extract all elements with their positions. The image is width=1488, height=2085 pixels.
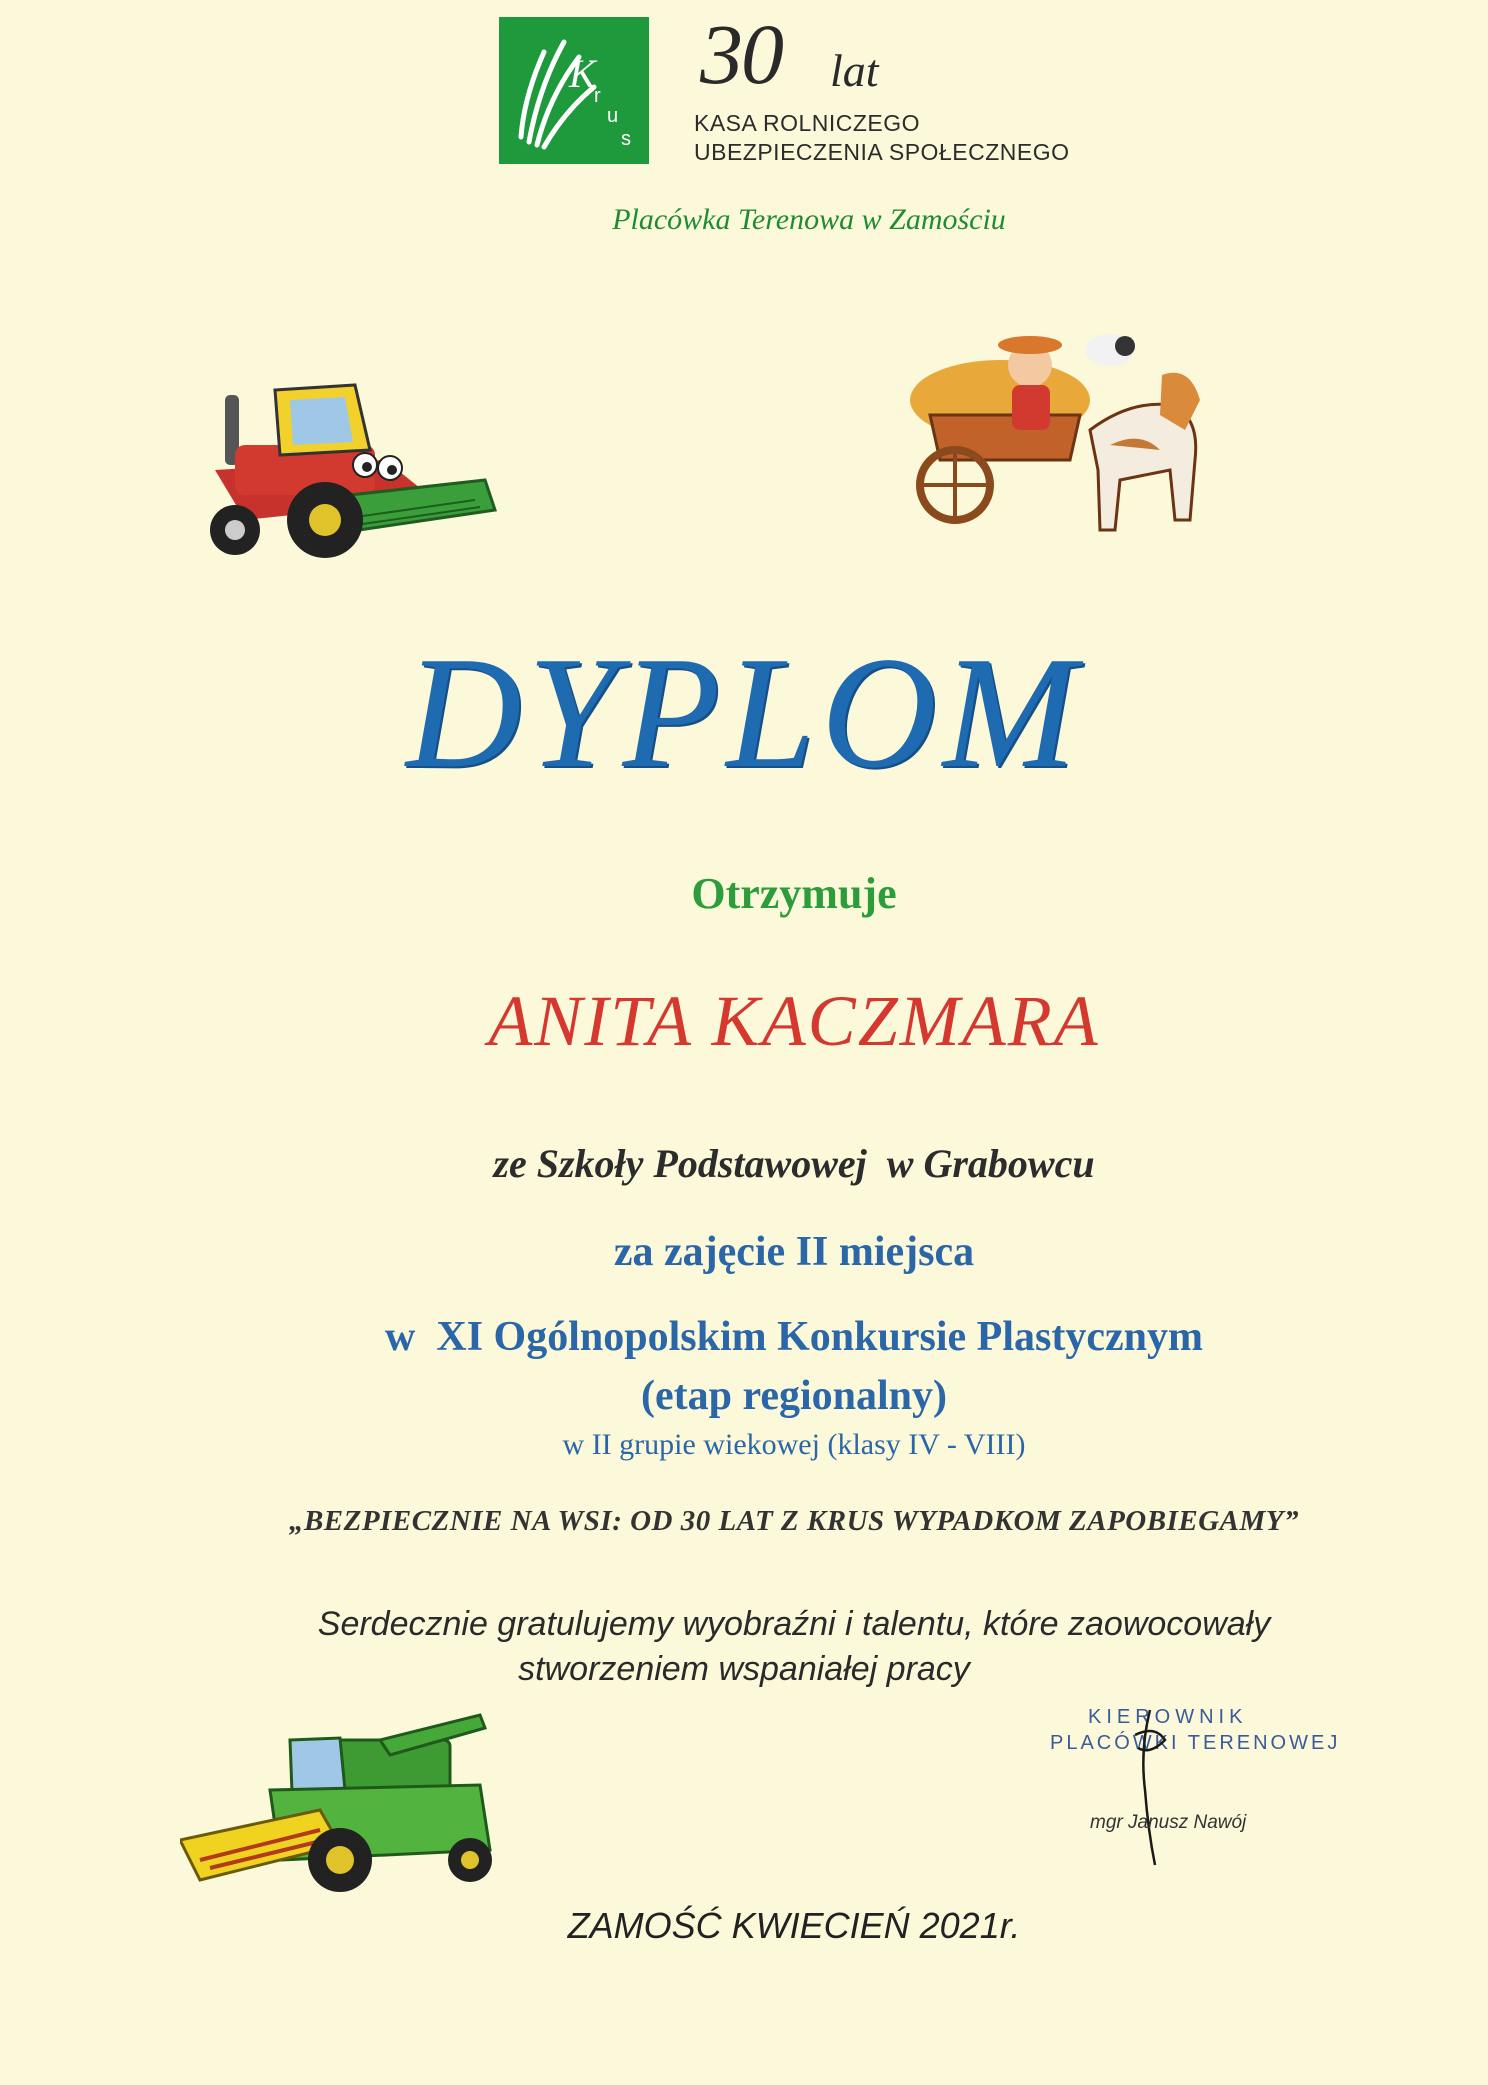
svg-text:K: K: [569, 51, 596, 96]
anniversary-mark: [700, 6, 1000, 104]
svg-text:s: s: [621, 128, 631, 150]
svg-text:r: r: [594, 85, 601, 107]
farmer-cart-illustration: [900, 320, 1230, 570]
signatory-title-line1: KIEROWNIK: [1088, 1706, 1248, 1728]
signatory-name: mgr Janusz Nawój: [1090, 1812, 1247, 1833]
krus-logo: [499, 17, 649, 164]
congratulations-line1: Serdecznie gratulujemy wyobraźni i talentu, które zaowocowały: [317, 1605, 1271, 1643]
place-line: za zajęcie II miejsca: [613, 1229, 975, 1275]
contest-line: w XI Ogólnopolskim Konkursie Plastycznym: [385, 1314, 1203, 1360]
org-name-line1: KASA ROLNICZEGO: [694, 110, 921, 136]
diploma-title: DYPLOM: [405, 623, 1083, 801]
receives-label: Otrzymuje: [691, 869, 897, 918]
anniversary-word: lat: [830, 45, 879, 96]
signatory-title-line2: PLACÓWKI TERENOWEJ: [1050, 1732, 1341, 1754]
red-tractor-illustration: [185, 350, 505, 570]
school-line: ze Szkoły Podstawowej w Grabowcu: [493, 1141, 1095, 1186]
handwritten-signature: [1080, 1700, 1220, 1870]
contest-slogan: „BEZPIECZNIE NA WSI: OD 30 LAT Z KRUS WYPADKOM ZAPOBIEGAMY”: [288, 1505, 1300, 1537]
congratulations-line2: stworzeniem wspaniałej pracy: [518, 1650, 970, 1688]
stage-line: (etap regionalny): [640, 1373, 948, 1419]
recipient-name: ANITA KACZMARA: [488, 981, 1100, 1061]
org-name-line2: UBEZPIECZENIA SPOŁECZNEGO: [694, 139, 1070, 165]
age-group-line: w II grupie wiekowej (klasy IV - VIII): [562, 1428, 1026, 1461]
issue-date: ZAMOŚĆ KWIECIEŃ 2021r.: [567, 1905, 1021, 1946]
anniversary-number: 30: [700, 6, 782, 102]
svg-text:u: u: [607, 105, 619, 127]
combine-harvester-illustration: [180, 1700, 530, 1900]
branch-name: Placówka Terenowa w Zamościu: [612, 203, 1006, 236]
